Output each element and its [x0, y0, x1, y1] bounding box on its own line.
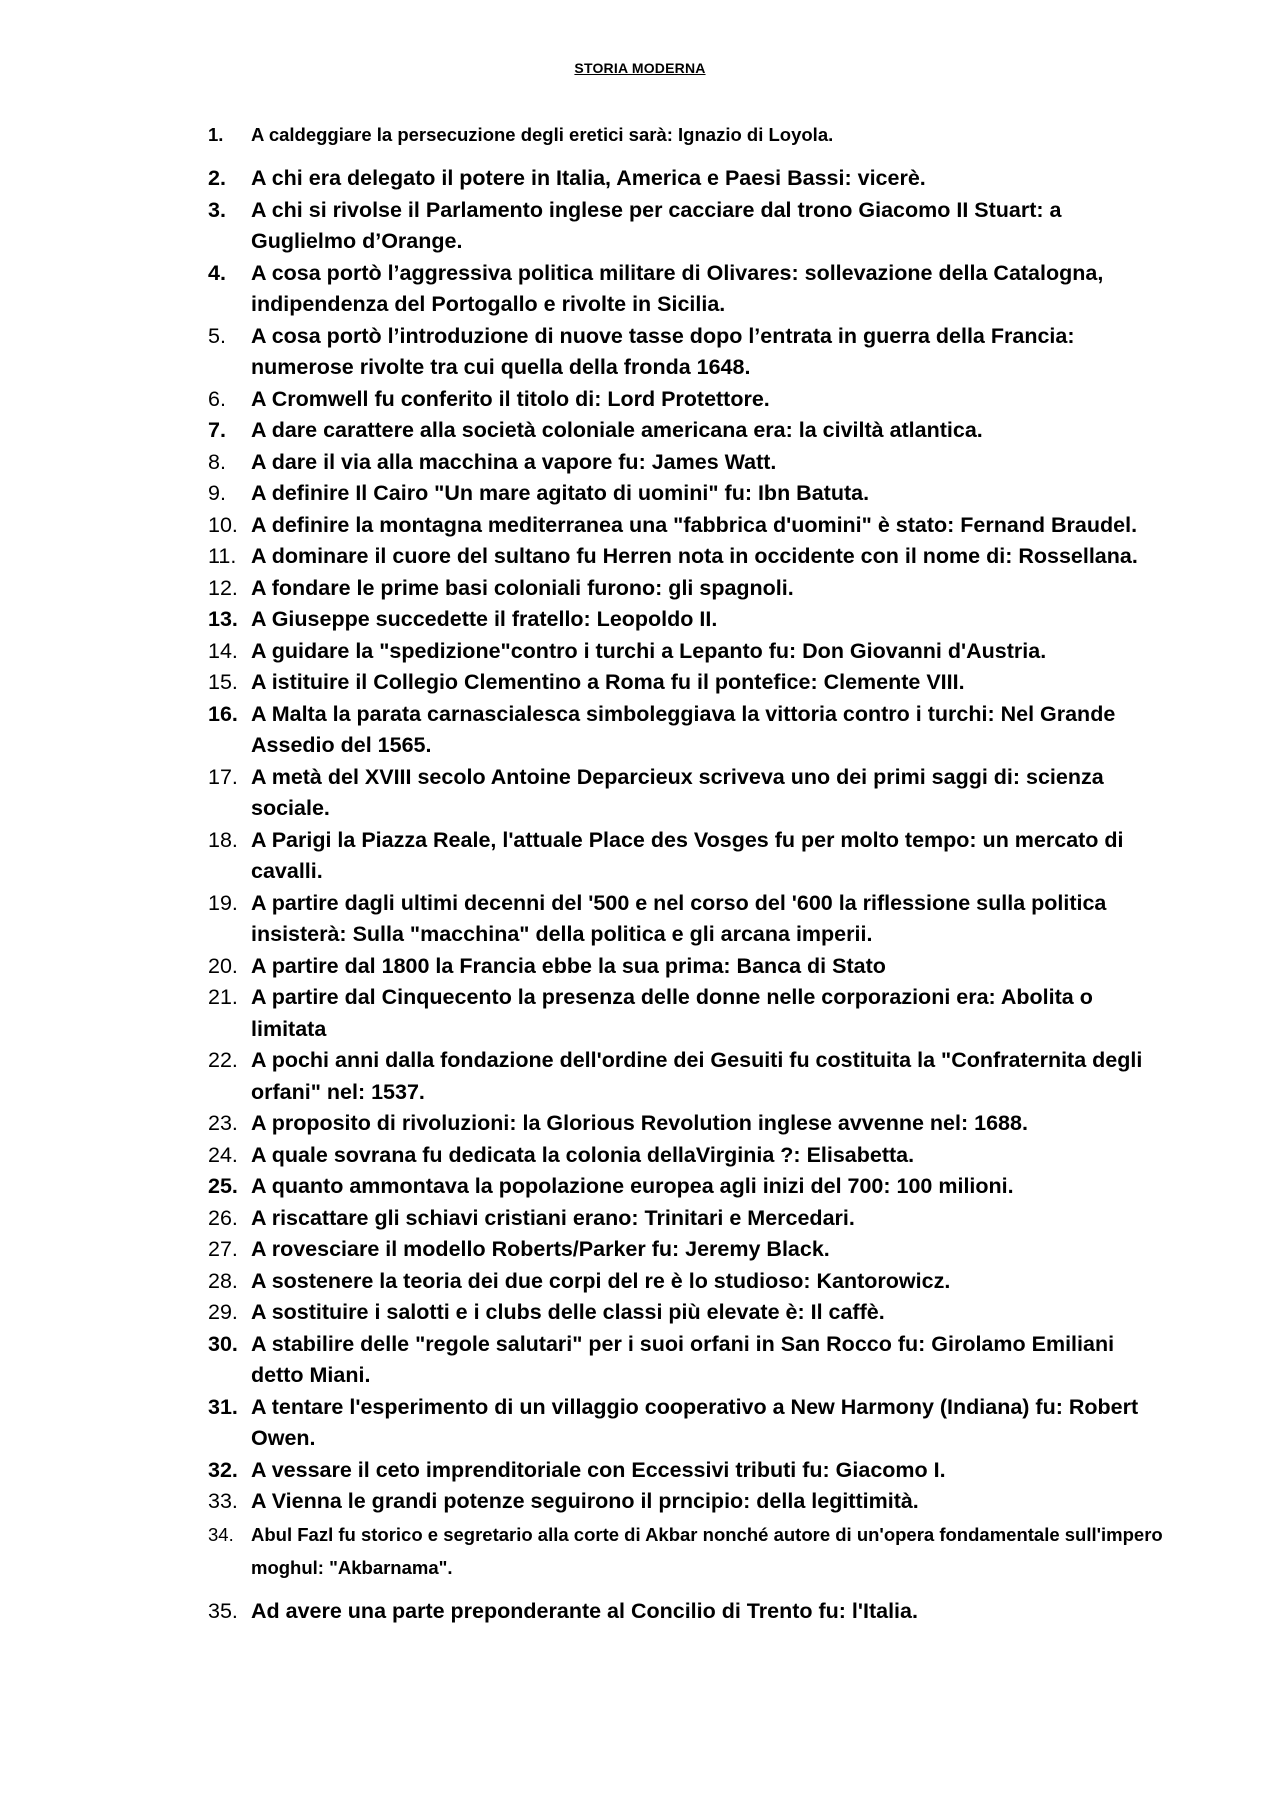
- list-item: [208, 1108, 1168, 1140]
- item-text: A Parigi la Piazza Reale, l'attuale Place des Vosges fu per molto tempo: un mercato di cavalli.: [251, 827, 1124, 883]
- item-number: 16.: [208, 701, 238, 726]
- list-item: [208, 1329, 1168, 1392]
- item-text: A partire dagli ultimi decenni del '500 e nel corso del '600 la riflessione sulla politica insisterà: Sulla "macchina" della politica e gli arcana imperii.: [251, 890, 1107, 946]
- item-number: 10.: [208, 512, 238, 537]
- question-list: [208, 118, 1168, 1627]
- item-text: A cosa portò l’introduzione di nuove tasse dopo l’entrata in guerra della Francia: numerose rivolte tra cui quella della fronda 1648.: [251, 323, 1075, 379]
- item-text: A metà del XVIII secolo Antoine Deparcieux scriveva uno dei primi saggi di: scienza sociale.: [251, 764, 1104, 820]
- list-item: [208, 573, 1168, 605]
- item-number: 11.: [208, 544, 237, 568]
- item-text: A quanto ammontava la popolazione europea agli inizi del 700: 100 milioni.: [251, 1174, 1014, 1198]
- list-item: [208, 825, 1168, 888]
- item-text: A chi era delegato il potere in Italia, America e Paesi Bassi: vicerè.: [251, 166, 926, 190]
- item-number: 32.: [208, 1457, 238, 1482]
- item-text: A fondare le prime basi coloniali furono: gli spagnoli.: [251, 575, 794, 600]
- item-text: A guidare la "spedizione"contro i turchi a Lepanto fu: Don Giovanni d'Austria.: [251, 638, 1047, 663]
- item-text: A dare il via alla macchina a vapore fu: James Watt.: [251, 449, 777, 474]
- list-item: [208, 1234, 1168, 1266]
- item-number: 28.: [208, 1268, 238, 1293]
- list-item: [208, 1392, 1168, 1455]
- list-item: [208, 163, 1168, 195]
- item-number: 4.: [208, 260, 226, 285]
- list-item: [208, 888, 1168, 951]
- list-item: [208, 1596, 1168, 1628]
- list-item: [208, 982, 1168, 1045]
- item-number: 21.: [208, 985, 238, 1009]
- item-text: A definire Il Cairo "Un mare agitato di uomini" fu: Ibn Batuta.: [251, 481, 870, 505]
- item-number: 19.: [208, 890, 238, 915]
- item-text: A Vienna le grandi potenze seguirono il prncipio: della legittimità.: [251, 1489, 919, 1513]
- item-text: A cosa portò l’aggressiva politica militare di Olivares: sollevazione della Catalogna, indipendenza del Portogallo e rivolte in Sicilia.: [251, 260, 1104, 316]
- list-item: [208, 951, 1168, 983]
- item-text: A stabilire delle "regole salutari" per i suoi orfani in San Rocco fu: Girolamo Emiliani detto Miani.: [251, 1331, 1115, 1387]
- item-text: Ad avere una parte preponderante al Concilio di Trento fu: l'Italia.: [251, 1598, 918, 1623]
- item-number: 12.: [208, 575, 238, 600]
- item-number: 9.: [208, 481, 226, 505]
- item-text: A pochi anni dalla fondazione dell'ordine dei Gesuiti fu costituita la "Confraternita degli orfani" nel: 1537.: [251, 1048, 1143, 1104]
- list-item: [208, 478, 1168, 510]
- item-number: 35.: [208, 1598, 238, 1623]
- item-number: 17.: [208, 764, 238, 789]
- item-number: 30.: [208, 1331, 238, 1356]
- item-number: 26.: [208, 1205, 238, 1230]
- list-item: [208, 1266, 1168, 1298]
- item-number: 23.: [208, 1111, 238, 1135]
- item-text: A quale sovrana fu dedicata la colonia dellaVirginia ?: Elisabetta.: [251, 1142, 915, 1167]
- item-text: A istituire il Collegio Clementino a Roma fu il pontefice: Clemente VIII.: [251, 670, 965, 694]
- list-item: [208, 1203, 1168, 1235]
- list-item: [208, 762, 1168, 825]
- list-item: [208, 1486, 1168, 1518]
- item-text: A definire la montagna mediterranea una "fabbrica d'uomini" è stato: Fernand Braudel.: [251, 512, 1138, 537]
- list-item: [208, 510, 1168, 542]
- item-number: 18.: [208, 827, 238, 852]
- list-item: [208, 667, 1168, 699]
- item-number: 14.: [208, 638, 238, 663]
- list-item: [208, 118, 1168, 151]
- item-text: A chi si rivolse il Parlamento inglese per cacciare dal trono Giacomo II Stuart: a Guglielmo d’Orange.: [251, 197, 1062, 253]
- list-item: [208, 321, 1168, 384]
- list-item: [208, 541, 1168, 573]
- item-number: 29.: [208, 1300, 238, 1324]
- item-number: 13.: [208, 607, 238, 631]
- list-item: [208, 1140, 1168, 1172]
- list-item: [208, 1455, 1168, 1487]
- list-item: [208, 1045, 1168, 1108]
- item-text: A tentare l'esperimento di un villaggio cooperativo a New Harmony (Indiana) fu: Robert Owen.: [251, 1394, 1139, 1450]
- list-item: [208, 195, 1168, 258]
- item-number: 15.: [208, 670, 238, 694]
- item-text: A sostituire i salotti e i clubs delle classi più elevate è: Il caffè.: [251, 1300, 885, 1324]
- list-item: [208, 447, 1168, 479]
- item-text: Abul Fazl fu storico e segretario alla corte di Akbar nonché autore di un'opera fondamentale sull'impero moghul: "Akbarnama".: [251, 1523, 1163, 1578]
- list-item: [208, 1171, 1168, 1203]
- item-text: A dare carattere alla società coloniale americana era: la civiltà atlantica.: [251, 418, 983, 442]
- item-number: 31.: [208, 1394, 238, 1419]
- item-number: 6.: [208, 386, 226, 411]
- list-item: [208, 699, 1168, 762]
- item-number: 5.: [208, 323, 226, 348]
- page-title: STORIA MODERNA: [574, 60, 706, 76]
- item-number: 33.: [208, 1489, 238, 1513]
- item-text: A Giuseppe succedette il fratello: Leopoldo II.: [251, 607, 718, 631]
- item-text: A Malta la parata carnascialesca simboleggiava la vittoria contro i turchi: Nel Grande Assedio del 1565.: [251, 701, 1116, 757]
- item-number: 2.: [208, 166, 226, 190]
- item-number: 20.: [208, 953, 238, 978]
- item-text: A dominare il cuore del sultano fu Herren nota in occidente con il nome di: Rossellana.: [251, 544, 1138, 568]
- item-number: 1.: [208, 124, 224, 145]
- item-number: 7.: [208, 418, 226, 442]
- item-number: 34.: [208, 1523, 234, 1545]
- list-item: [208, 604, 1168, 636]
- item-text: A rovesciare il modello Roberts/Parker fu: Jeremy Black.: [251, 1237, 830, 1261]
- item-text: A caldeggiare la persecuzione degli eretici sarà: Ignazio di Loyola.: [251, 124, 834, 145]
- item-number: 3.: [208, 197, 226, 222]
- item-text: A sostenere la teoria dei due corpi del re è lo studioso: Kantorowicz.: [251, 1268, 951, 1293]
- list-item: [208, 384, 1168, 416]
- item-number: 27.: [208, 1237, 238, 1261]
- item-text: A partire dal 1800 la Francia ebbe la sua prima: Banca di Stato: [251, 953, 886, 978]
- item-number: 22.: [208, 1048, 238, 1072]
- item-text: A riscattare gli schiavi cristiani erano: Trinitari e Mercedari.: [251, 1205, 855, 1230]
- list-item: [208, 1518, 1168, 1584]
- item-number: 24.: [208, 1142, 238, 1167]
- item-number: 25.: [208, 1174, 238, 1198]
- item-text: A partire dal Cinquecento la presenza delle donne nelle corporazioni era: Abolita o limitata: [251, 985, 1093, 1041]
- list-item: [208, 415, 1168, 447]
- item-number: 8.: [208, 449, 226, 474]
- item-text: A proposito di rivoluzioni: la Glorious Revolution inglese avvenne nel: 1688.: [251, 1111, 1028, 1135]
- list-item: [208, 258, 1168, 321]
- item-text: A vessare il ceto imprenditoriale con Eccessivi tributi fu: Giacomo I.: [251, 1457, 946, 1482]
- list-item: [208, 1297, 1168, 1329]
- list-item: [208, 636, 1168, 668]
- item-text: A Cromwell fu conferito il titolo di: Lord Protettore.: [251, 386, 770, 411]
